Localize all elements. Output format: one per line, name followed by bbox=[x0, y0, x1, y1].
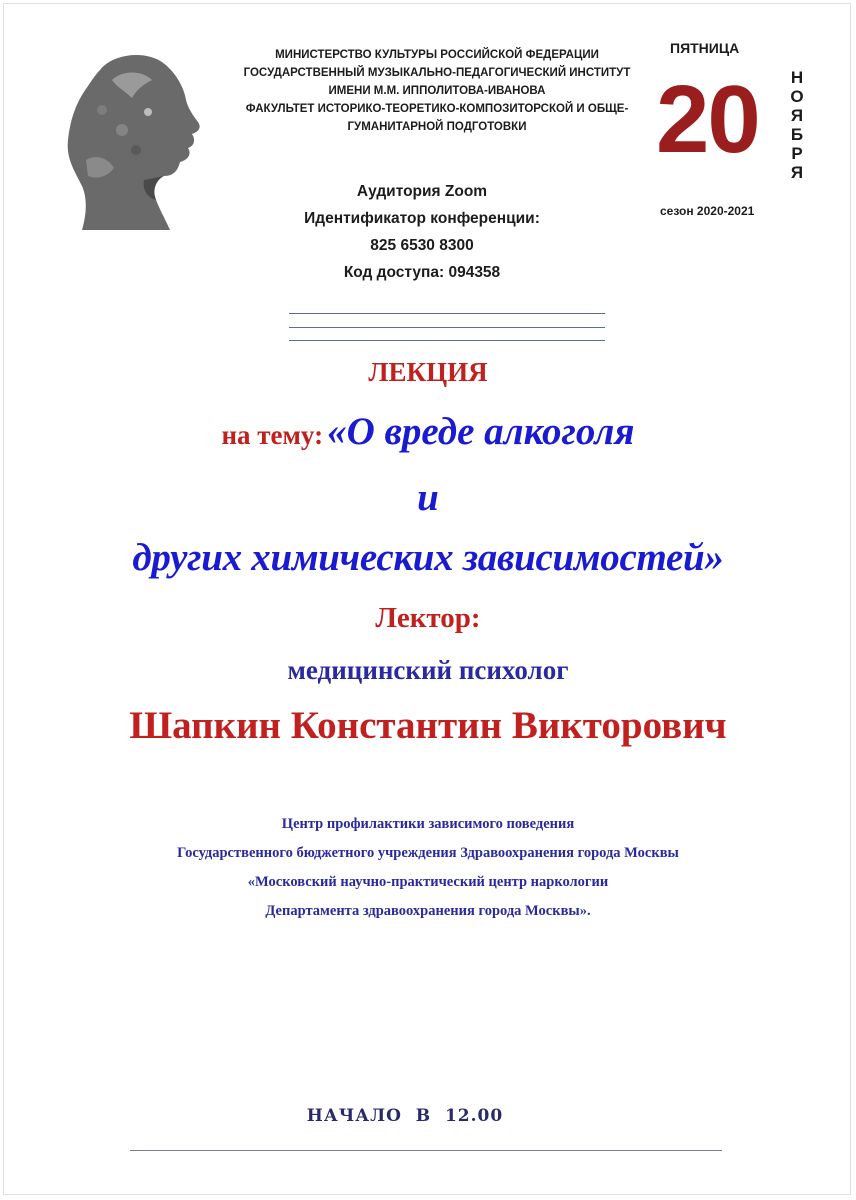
topic-line-2: и bbox=[417, 476, 439, 519]
lecturer-name: Шапкин Константин Викторович bbox=[129, 704, 727, 747]
weekday: ПЯТНИЦА bbox=[670, 40, 740, 56]
month-vertical bbox=[786, 68, 808, 182]
day-number: 20 bbox=[656, 66, 759, 173]
season: сезон 2020-2021 bbox=[660, 204, 755, 218]
ministry-line: ФАКУЛЬТЕТ ИСТОРИКО-ТЕОРЕТИКО-КОМПОЗИТОРСКОЙ И ОБЩЕ- bbox=[245, 103, 629, 115]
organization-line: «Московский научно-практический центр наркологии bbox=[247, 874, 609, 890]
month-letter: Я bbox=[790, 163, 804, 182]
zoom-line: Код доступа: 094358 bbox=[343, 264, 501, 281]
ministry-line: ИМЕНИ М.М. ИППОЛИТОВА-ИВАНОВА bbox=[328, 85, 546, 97]
ministry-header bbox=[222, 46, 652, 136]
organization bbox=[0, 810, 856, 926]
month-letter: О bbox=[790, 87, 804, 106]
divider-line bbox=[289, 313, 605, 314]
divider-line bbox=[289, 327, 605, 328]
month-letter: Я bbox=[790, 106, 804, 125]
divider-line bbox=[289, 340, 605, 341]
composer-silhouette-logo bbox=[52, 40, 212, 240]
topic-line-1 bbox=[0, 404, 856, 468]
zoom-info bbox=[222, 178, 622, 286]
zoom-line: 825 6530 8300 bbox=[370, 237, 474, 254]
lecture-heading: ЛЕКЦИЯ bbox=[368, 357, 488, 387]
organization-line: Департамента здравоохранения города Москвы». bbox=[265, 903, 591, 919]
ministry-line: МИНИСТЕРСТВО КУЛЬТУРЫ РОССИЙСКОЙ ФЕДЕРАЦИИ bbox=[275, 49, 599, 61]
organization-line: Центр профилактики зависимого поведения bbox=[281, 816, 575, 832]
month-letter: Б bbox=[790, 125, 804, 144]
topic-text-1: «О вреде алкоголя bbox=[327, 410, 635, 453]
zoom-line: Идентификатор конференции: bbox=[304, 210, 540, 227]
topic-line-3: других химических зависимостей» bbox=[132, 536, 724, 579]
ministry-line: ГУМАНИТАРНОЙ ПОДГОТОВКИ bbox=[347, 121, 527, 133]
zoom-line: Аудитория Zoom bbox=[356, 183, 488, 200]
month-letter: Н bbox=[790, 68, 804, 87]
lecturer-role: медицинский психолог bbox=[287, 655, 569, 685]
month-letter: Р bbox=[791, 144, 803, 163]
bottom-divider-line bbox=[130, 1150, 722, 1151]
organization-line: Государственного бюджетного учреждения Здравоохранения города Москвы bbox=[177, 845, 679, 861]
ministry-line: ГОСУДАРСТВЕННЫЙ МУЗЫКАЛЬНО-ПЕДАГОГИЧЕСКИЙ ИНСТИТУТ bbox=[243, 67, 631, 79]
topic-prefix: на тему: bbox=[221, 420, 324, 450]
lecturer-label: Лектор: bbox=[375, 602, 481, 634]
start-time: НАЧАЛО В 12.00 bbox=[306, 1106, 504, 1126]
